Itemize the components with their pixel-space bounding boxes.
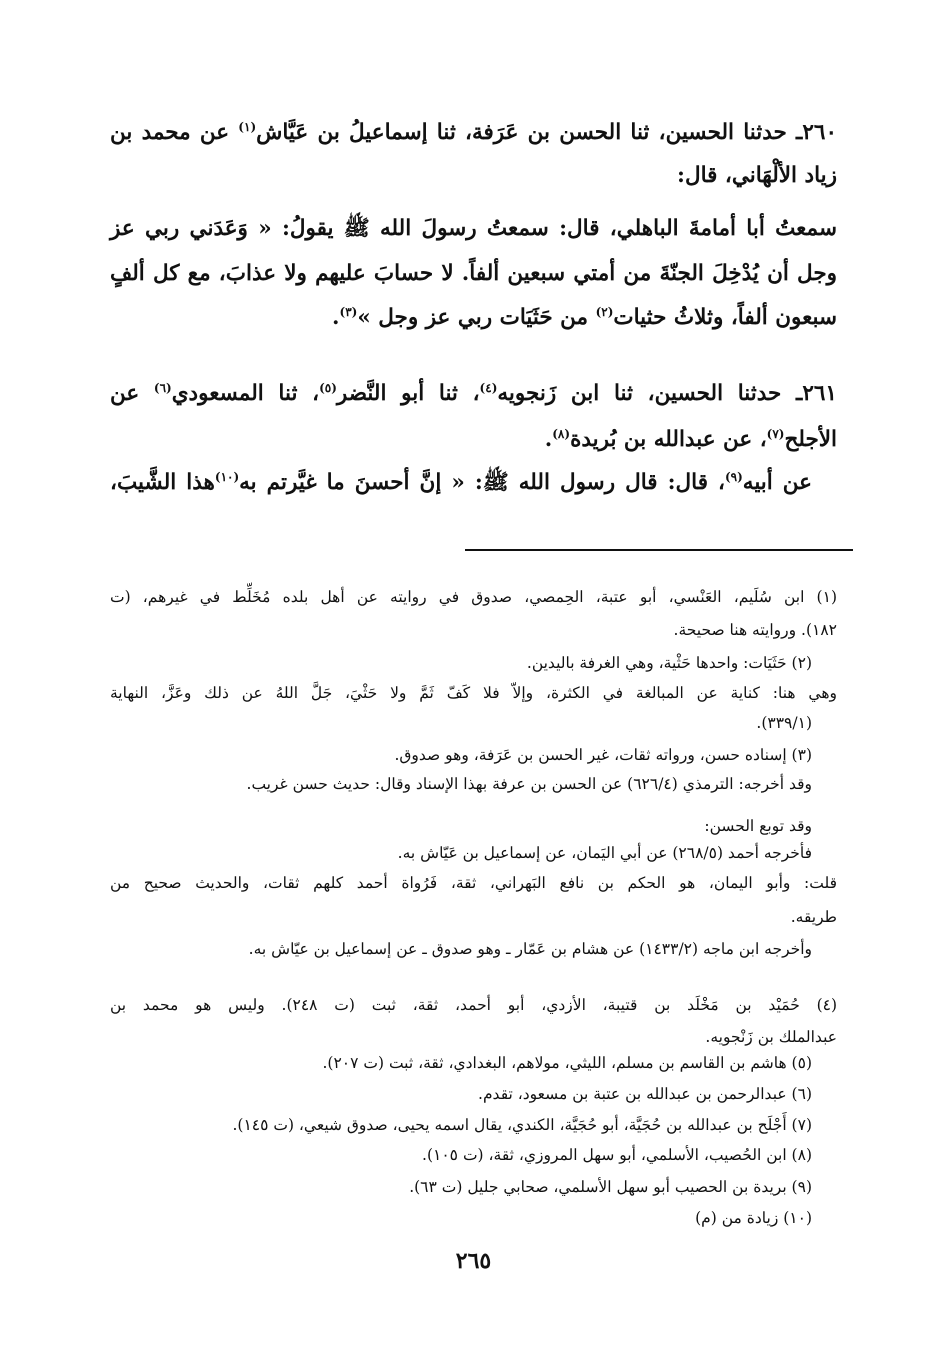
footnote-1-line-1: (١) ابن سُلَيم، العَنْسي، أبو عتبة، الحِمصي، صدوق في روايته عن أهل بلده مُخَلِّط في غيرهم، (ت: [110, 588, 837, 606]
footnote-ref-2[interactable]: (٢): [595, 304, 614, 319]
hadith-260-line-4: وجل أن يُدْخِلَ الجنّةَ من أمتي سبعين ألفاً. لا حسابَ عليهم ولا عذابَ، مع كل ألفٍ: [110, 261, 837, 286]
footnote-ref-4[interactable]: (٤): [479, 380, 498, 395]
footnote-10: (١٠) زيادة من (م): [695, 1209, 812, 1227]
footnote-4-line-1: (٤) حُمَيْد بن مَخْلَد بن قتيبة، الأزدي، أبو أحمد، ثقة، ثبت (ت ٢٤٨). وليس هو محمد بن: [110, 996, 838, 1014]
footnote-ref-6[interactable]: (٦): [153, 380, 172, 395]
page-number: ٢٦٥: [455, 1248, 492, 1274]
footnote-ref-9[interactable]: (٩): [724, 469, 743, 484]
footnote-3-line-5: قلت: وأبو اليمان، هو الحكم بن نافع البَهراني، ثقة، فَرُواة أحمد كلهم ثقات، والحديث صحيح من: [110, 874, 837, 892]
footnote-3-line-3: وقد توبع الحسن:: [704, 817, 812, 835]
footnote-2-line-2: وهي هنا: كناية عن المبالغة في الكثرة، وإلاّ فلا كَفّ ثَمَّ ولا حَثْيَ، جَلَّ اللهُ عن ذلك وعَزَّ، النهاية: [110, 684, 837, 702]
hadith-260-line-5: سبعون ألفاً، وثلاثُ حثيات$^{(٢)}$ من حَثَيَات ربي عز وجل »$^{(٣)}$.: [332, 304, 837, 330]
hadith-261-line-3: عن أبيه$^{(٩)}$، قال: قال رسول الله ﷺ: « إنَّ أحسنَ ما غيَّرتم به$^{(١٠)}$هذا الشَّيبَ،: [110, 469, 812, 495]
footnote-3-line-7: وأخرجه ابن ماجه (١٤٣٣/٢) عن هشام بن عَمّار ـ وهو صدوق ـ عن إسماعيل بن عيّاش به.: [248, 940, 812, 958]
footnote-ref-7[interactable]: (٧): [766, 426, 785, 441]
footnote-separator: [465, 549, 853, 551]
footnote-7: (٧) أَجْلَح بن عبدالله بن حُجَيَّة، أبو حُجَيَّة، الكندي، يقال اسمه يحيى، صدوق شيعي، (ت ١٤٥).: [232, 1116, 812, 1134]
footnote-6: (٦) عبدالرحمن بن عبدالله بن عتبة بن مسعود، تقدم.: [478, 1085, 812, 1103]
footnote-3-line-1: (٣) إسناده حسن، ورواته ثقات، غير الحسن بن عَرَفة، وهو صدوق.: [394, 746, 812, 764]
footnote-ref-8[interactable]: (٨): [552, 426, 571, 441]
footnote-3-line-6: طريقه.: [790, 908, 837, 926]
footnote-2-line-1: (٢) حَثَيَات: واحدها حَثْية، وهي الغرفة باليدين.: [526, 654, 812, 672]
footnote-1-line-2: ١٨٢). وروايته هنا صحيحة.: [673, 621, 837, 639]
footnote-5: (٥) هاشم بن القاسم بن مسلم، الليثي، مولاهم، البغدادي، ثقة، ثبت (ت ٢٠٧).: [322, 1054, 812, 1072]
hadith-261-line-1: ٢٦١ـ حدثنا الحسين، ثنا ابن زَنجويه$^{(٤)}$، ثنا أبو النَّضر$^{(٥)}$، ثنا المسعودي$^{(٦)}$ عن: [110, 380, 837, 406]
hadith-260-line-1: ٢٦٠ـ حدثنا الحسين، ثنا الحسن بن عَرَفة، ثنا إسماعيلُ بن عَيَّاش$^{(١)}$ عن محمد بن: [110, 119, 837, 145]
footnote-ref-3[interactable]: (٣): [339, 304, 358, 319]
footnote-ref-10[interactable]: (١٠): [214, 469, 240, 484]
hadith-261-line-2: الأجلح$^{(٧)}$، عن عبدالله بن بُريدة$^{(٨)}$.: [544, 426, 837, 452]
footnote-2-line-3: (٣٣٩/١).: [756, 714, 812, 732]
footnote-3-line-4: فأخرجه أحمد (٢٦٨/٥) عن أبي اليَمان، عن إسماعيل بن عَيّاش به.: [397, 844, 812, 862]
footnote-9: (٩) بريدة بن الحصيب أبو سهل الأسلمي، صحابي جليل (ت ٦٣).: [409, 1178, 812, 1196]
hadith-260-line-2: زياد الألْهَاني، قال:: [677, 163, 837, 188]
footnote-4-line-2: عبدالملك بن زَنْجويه.: [705, 1028, 837, 1046]
footnote-8: (٨) ابن الحُصيب، الأسلمي، أبو سهل المروزي، ثقة، (ت ١٠٥).: [422, 1146, 812, 1164]
footnote-3-line-2: وقد أخرجه: الترمذي (٦٢٦/٤) عن الحسن بن عرفة بهذا الإسناد وقال: حديث حسن غريب.: [246, 775, 812, 793]
hadith-260-line-3: سمعتُ أبا أمامةَ الباهلي، قال: سمعتُ رسولَ الله ﷺ يقولُ: « وَعَدَني ربي عز: [110, 216, 837, 241]
footnote-ref-1[interactable]: (١): [238, 119, 257, 134]
footnote-ref-5[interactable]: (٥): [319, 380, 337, 395]
